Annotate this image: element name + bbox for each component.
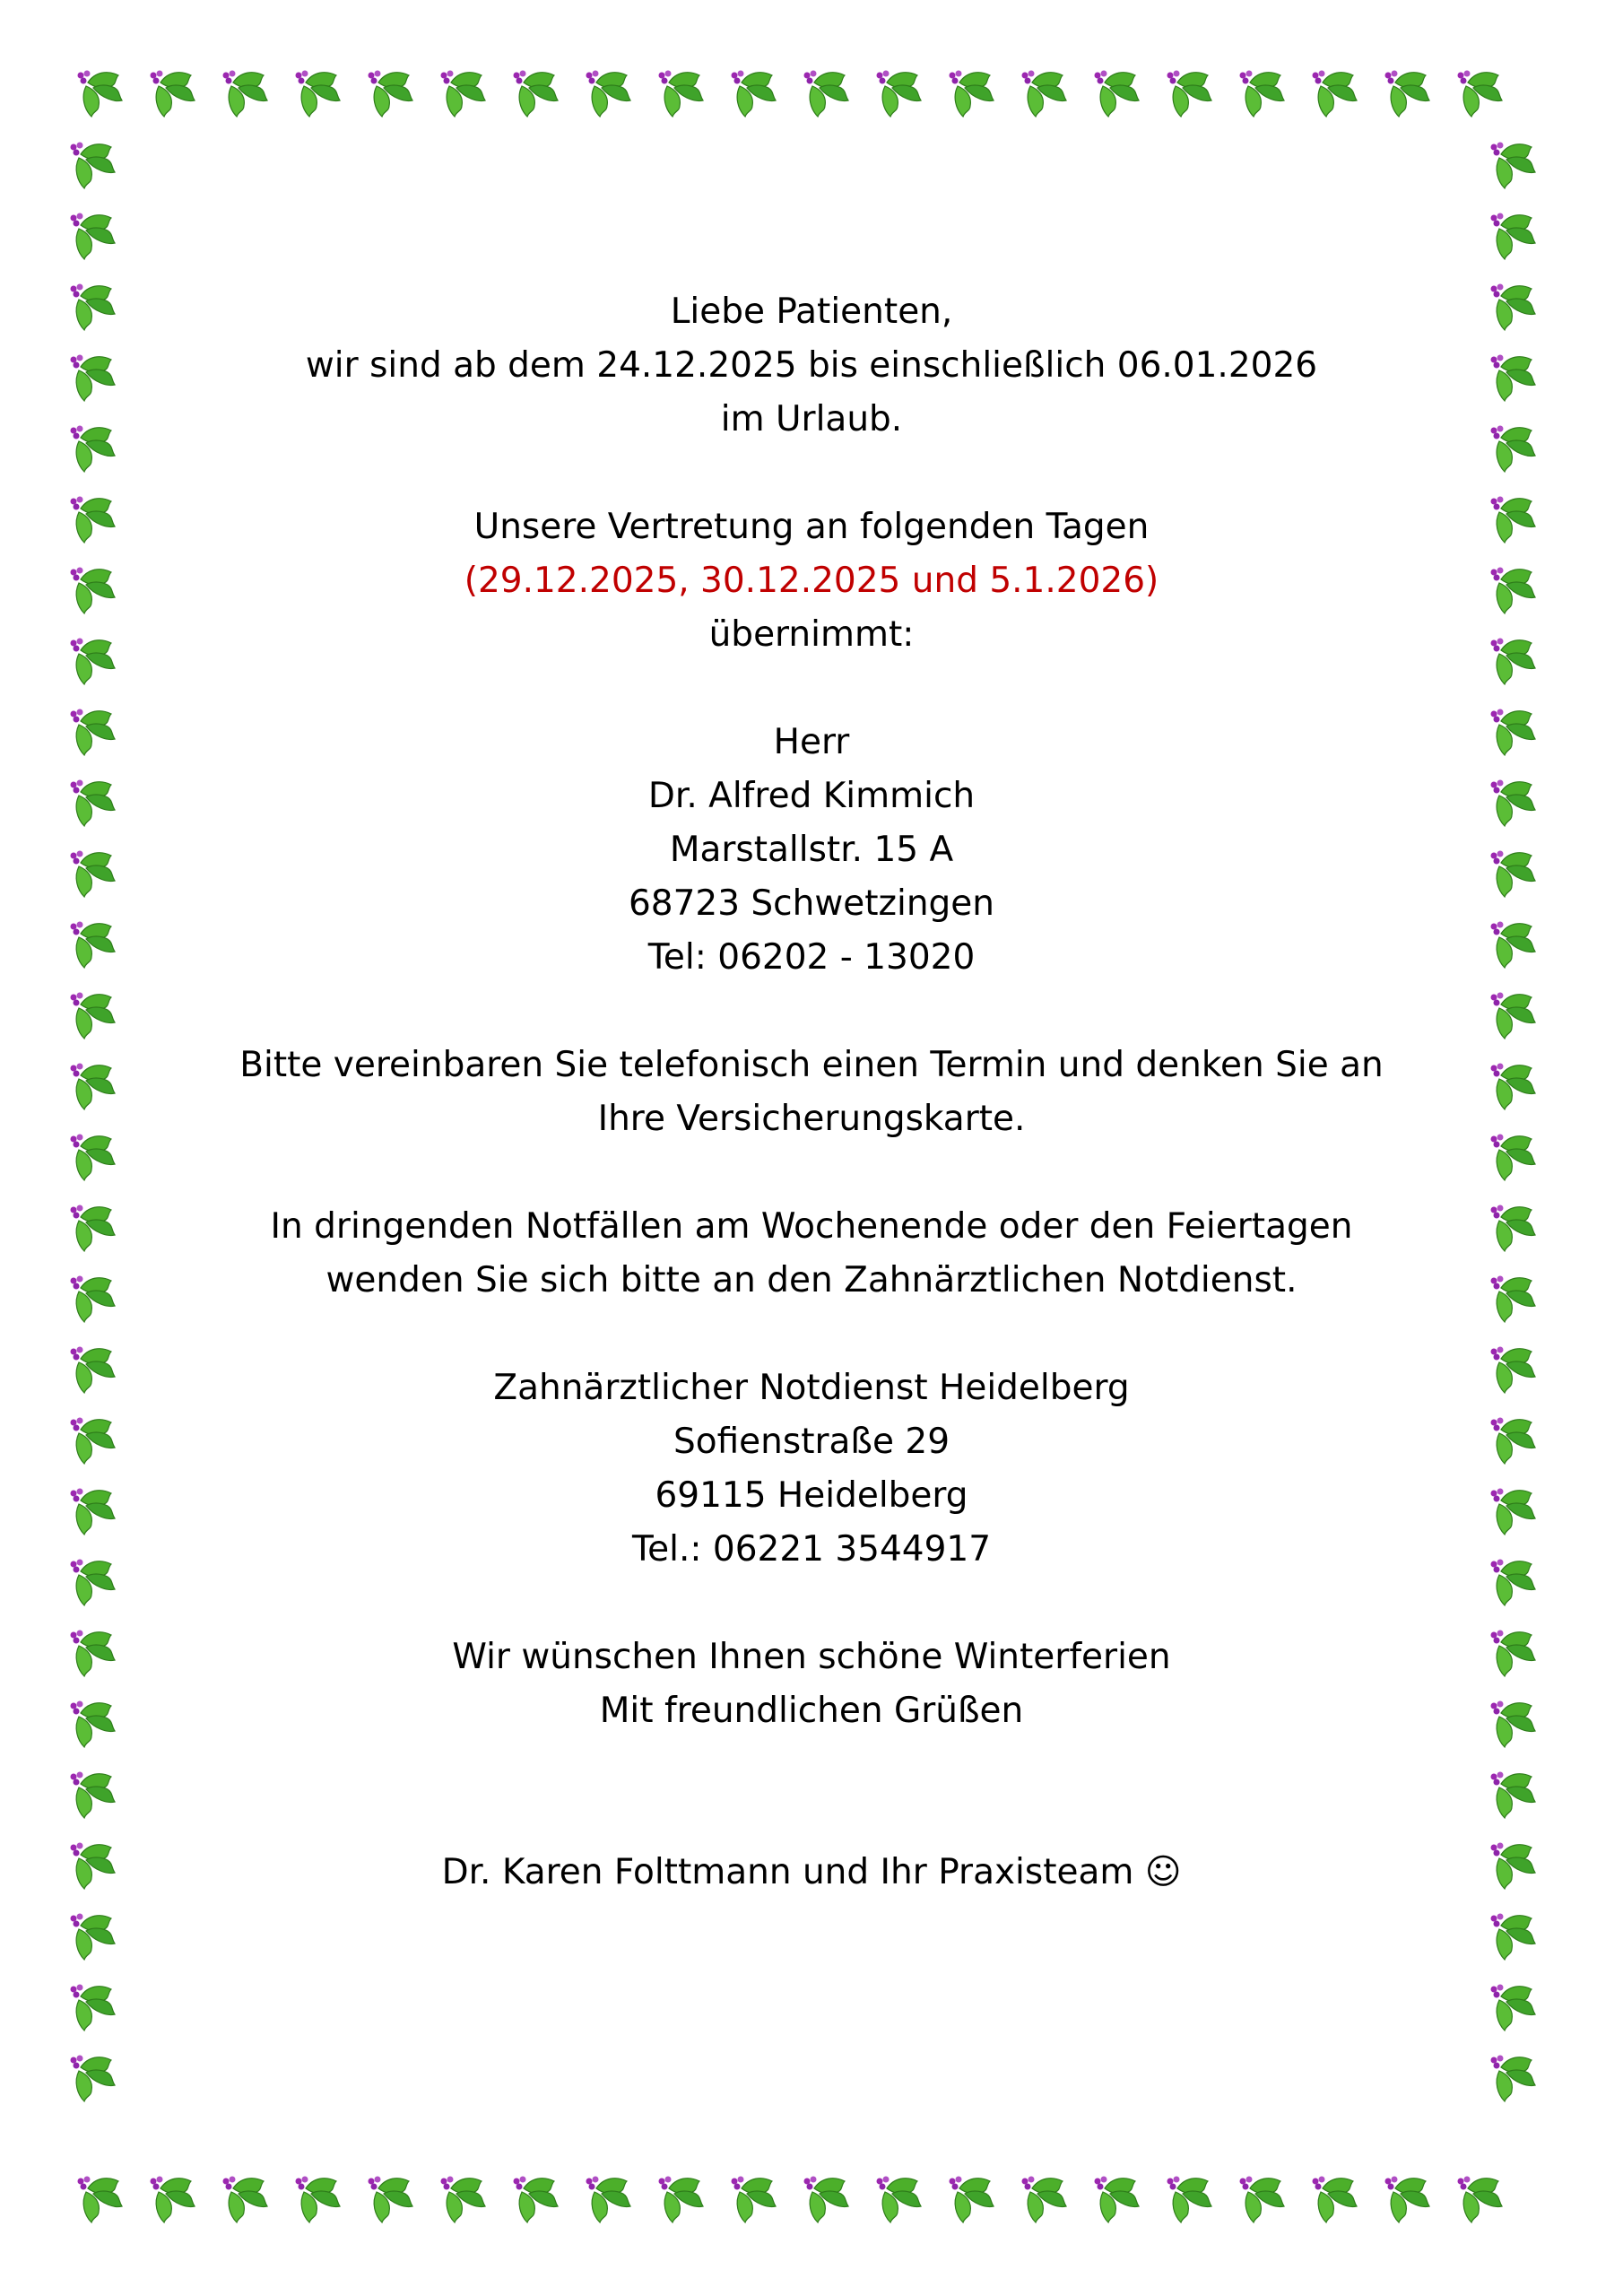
holly-icon (1385, 2177, 1430, 2223)
emergency-line: wenden Sie sich bitte an den Zahnärztlichen Notdienst. (325, 1260, 1298, 1300)
holly-icon (71, 1135, 116, 1181)
substitute-name: Dr. Alfred Kimmich (647, 776, 976, 816)
signature-block (161, 1846, 1462, 1900)
holly-icon (441, 2177, 486, 2223)
appointment-line: Ihre Versicherungskarte. (597, 1099, 1026, 1139)
holly-icon (151, 2177, 195, 2223)
holly-icon (369, 2177, 413, 2223)
holly-icon (1313, 2177, 1358, 2223)
holly-icon (1095, 2177, 1140, 2223)
signature: Dr. Karen Folttmann und Ihr Praxisteam ☺ (441, 1852, 1182, 1892)
holly-icon (514, 71, 559, 117)
holly-icon (659, 2177, 704, 2223)
holly-icon (1491, 355, 1536, 402)
holly-icon (1022, 71, 1067, 117)
holly-icon (441, 71, 486, 117)
holly-icon (877, 2177, 922, 2223)
holly-icon (1167, 2177, 1212, 2223)
holly-icon (1491, 1489, 1536, 1535)
holly-icon (1313, 71, 1358, 117)
appointment-line: Bitte vereinbaren Sie telefonisch einen Termin und denken Sie an (239, 1045, 1384, 1085)
holly-icon (1240, 2177, 1285, 2223)
holly-icon (1491, 1701, 1536, 1748)
holly-icon (1491, 1205, 1536, 1252)
emergency-line: In dringenden Notfällen am Wochenende oder den Feiertagen (270, 1206, 1353, 1247)
holly-icon (1491, 143, 1536, 189)
holly-icon (1167, 71, 1212, 117)
holly-icon (71, 1985, 116, 2031)
holly-icon (71, 497, 116, 544)
holly-icon (223, 2177, 268, 2223)
holly-icon (1491, 922, 1536, 969)
holly-icon (71, 1631, 116, 1677)
holly-icon (71, 426, 116, 473)
holly-icon (514, 2177, 559, 2223)
holly-icon (71, 1205, 116, 1252)
holly-icon (804, 2177, 849, 2223)
holly-icon (1491, 639, 1536, 685)
holly-icon (659, 71, 704, 117)
vacation-note: im Urlaub. (720, 399, 903, 439)
holly-icon (1458, 2177, 1503, 2223)
holly-icon (1491, 497, 1536, 544)
holly-icon (586, 71, 631, 117)
holly-icon (1095, 71, 1140, 117)
holly-icon (71, 284, 116, 331)
closing-regards: Mit freundlichen Grüßen (599, 1691, 1024, 1731)
holly-icon (1491, 1276, 1536, 1323)
holly-icon (71, 1418, 116, 1465)
emergency-service-name: Zahnärztlicher Notdienst Heidelberg (493, 1368, 1130, 1408)
holly-icon (223, 71, 268, 117)
emergency-service-street: Sofienstraße 29 (673, 1422, 950, 1462)
holly-icon (71, 1276, 116, 1323)
holly-icon (1491, 780, 1536, 827)
holly-icon (71, 1347, 116, 1394)
holly-icon (71, 639, 116, 685)
holly-icon (296, 2177, 341, 2223)
holly-icon (71, 2056, 116, 2102)
holly-icon (1491, 1985, 1536, 2031)
holly-icon (1491, 1135, 1536, 1181)
holly-icon (71, 213, 116, 260)
holly-icon (586, 2177, 631, 2223)
emergency-service-address (161, 1361, 1462, 1577)
holly-icon (71, 1843, 116, 1890)
greeting-line: Liebe Patienten, (670, 291, 953, 332)
holly-icon (804, 71, 849, 117)
vacation-period: wir sind ab dem 24.12.2025 bis einschließlich 06.01.2026 (305, 345, 1318, 386)
holly-icon (1491, 993, 1536, 1039)
letter-body (161, 285, 1462, 1953)
holly-icon (1491, 1631, 1536, 1677)
holly-icon (950, 2177, 994, 2223)
substitute-intro: Unsere Vertretung an folgenden Tagen (473, 507, 1150, 547)
holly-icon (78, 2177, 123, 2223)
holly-icon (732, 2177, 777, 2223)
closing-wish: Wir wünschen Ihnen schöne Winterferien (452, 1637, 1171, 1677)
substitute-dates: (29.12.2025, 30.12.2025 und 5.1.2026) (464, 561, 1159, 601)
holly-icon (71, 143, 116, 189)
holly-icon (877, 71, 922, 117)
holly-icon (1491, 1843, 1536, 1890)
substitute-salutation: Herr (773, 722, 850, 762)
holly-icon (71, 851, 116, 898)
holly-icon (369, 71, 413, 117)
emergency-note (161, 1200, 1462, 1308)
holly-icon (71, 1489, 116, 1535)
appointment-note (161, 1039, 1462, 1146)
emergency-service-city: 69115 Heidelberg (655, 1475, 968, 1516)
holly-icon (1491, 213, 1536, 260)
holly-icon (296, 71, 341, 117)
greeting-block (161, 285, 1462, 447)
holly-icon (1491, 1560, 1536, 1606)
holly-icon (71, 568, 116, 614)
holly-icon (1491, 1772, 1536, 1819)
substitute-address (161, 716, 1462, 985)
holly-icon (151, 71, 195, 117)
holly-icon (71, 1064, 116, 1110)
substitute-intro-end: übernimmt: (708, 614, 915, 655)
substitute-city: 68723 Schwetzingen (628, 883, 995, 924)
holly-icon (78, 71, 123, 117)
holly-icon (1491, 426, 1536, 473)
holly-icon (1491, 2056, 1536, 2102)
holly-icon (1491, 284, 1536, 331)
holly-icon (1022, 2177, 1067, 2223)
holly-icon (71, 1701, 116, 1748)
holly-icon (1491, 851, 1536, 898)
holly-icon (1491, 568, 1536, 614)
holly-icon (71, 709, 116, 756)
holly-icon (71, 1914, 116, 1961)
holly-icon (1491, 1914, 1536, 1961)
holly-icon (71, 1560, 116, 1606)
holly-icon (71, 922, 116, 969)
holly-icon (1385, 71, 1430, 117)
substitute-phone: Tel: 06202 - 13020 (647, 937, 976, 978)
holly-icon (1491, 1418, 1536, 1465)
holly-icon (1491, 709, 1536, 756)
holly-icon (1240, 71, 1285, 117)
holly-icon (71, 355, 116, 402)
holly-icon (71, 993, 116, 1039)
holly-icon (1491, 1064, 1536, 1110)
holly-icon (71, 1772, 116, 1819)
holly-icon (71, 780, 116, 827)
holly-icon (1491, 1347, 1536, 1394)
holly-icon (950, 71, 994, 117)
emergency-service-phone: Tel.: 06221 3544917 (631, 1529, 992, 1570)
substitute-intro-block (161, 500, 1462, 662)
substitute-street: Marstallstr. 15 A (669, 830, 954, 870)
holly-icon (732, 71, 777, 117)
closing-block (161, 1631, 1462, 1738)
holly-icon (1458, 71, 1503, 117)
